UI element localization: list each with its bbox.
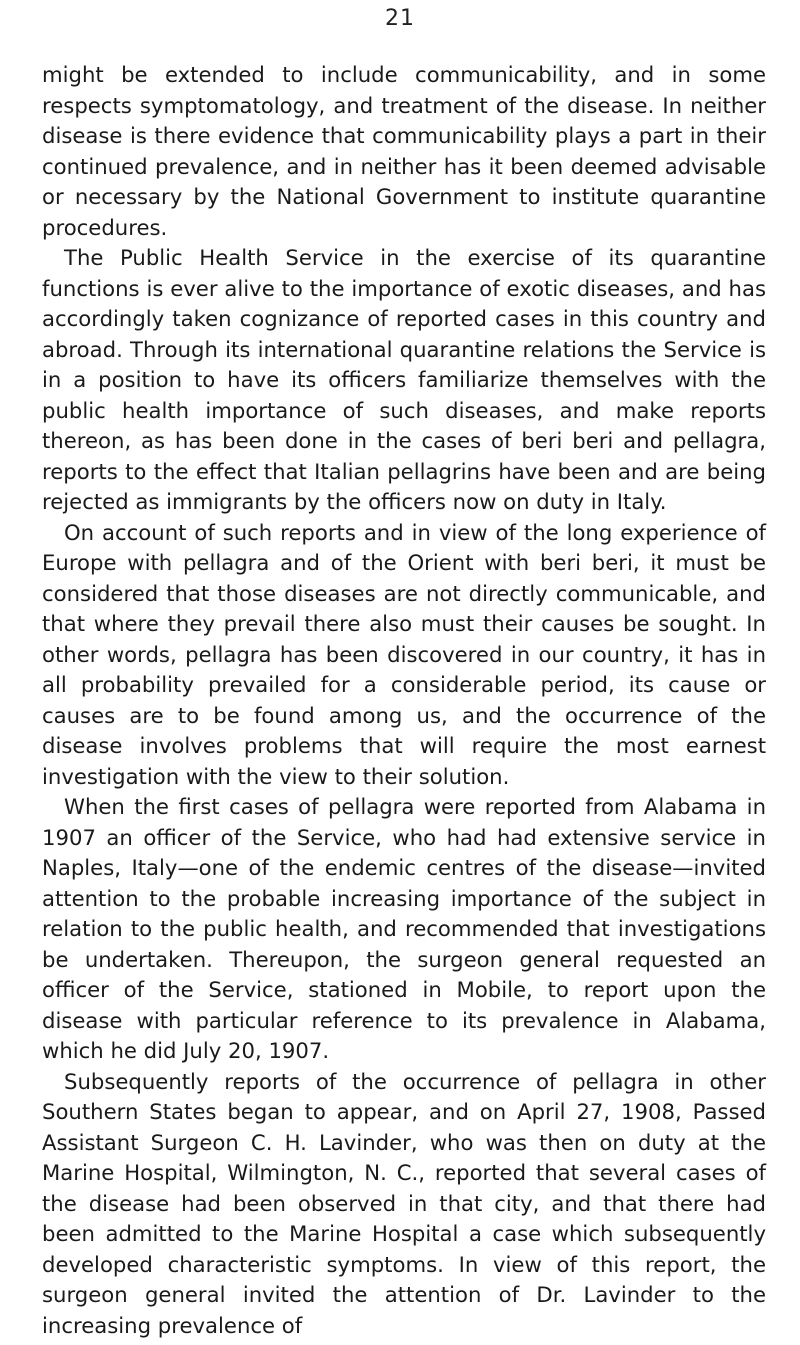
page-number: 21: [385, 6, 415, 31]
paragraph-alabama-cases: When the first cases of pellagra were reported from Alabama in 1907 an officer of the Service, who had had extensive service in Naples, Italy—one of the endemic centres of the disease—invited attention to the probable increasing importance of the subject in relation to the public health, and recommended that investigations be undertaken. Thereupon, the surgeon general requested an officer of the Service, stationed in Mobile, to report upon the disease with particular reference to its prevalence in Alabama, which he did July 20, 1907.: [42, 794, 766, 1063]
paragraph-continuation: might be extended to include communicability, and in some respects symptomatology, and treatment of the disease. In neither disease is there evidence that communicability plays a part in their continued prevalence, and in neither has it been deemed advisable or necessary by the National Government to institute quarantine procedures.: [42, 62, 766, 240]
paragraph-quarantine-functions: The Public Health Service in the exercise of its quarantine functions is ever alive to the importance of exotic diseases, and has accordingly taken cognizance of reported cases in this country and abroad. Through its international quarantine relations the Service is in a position to have its officers familiarize themselves with the public health importance of such diseases, and make reports thereon, as has been done in the cases of beri beri and pellagra, reports to the effect that Italian pellagrins have been and are being rejected as immigrants by the officers now on duty in Italy.: [42, 245, 766, 514]
paragraph-reports-experience: On account of such reports and in view of the long experience of Europe with pellagra and of the Orient with beri beri, it must be considered that those diseases are not directly communicable, and that where they prevail there also must their causes be sought. In other words, pellagra has been discovered in our country, it has in all probability prevailed for a considerable period, its cause or causes are to be found among us, and the occurrence of the disease involves problems that will require the most earnest investigation with the view to their solution.: [42, 519, 766, 789]
body-text: [42, 60, 766, 1341]
paragraph-southern-states: Subsequently reports of the occurrence of pellagra in other Southern States began to appear, and on April 27, 1908, Passed Assistant Surgeon C. H. Lavinder, who was then on duty at the Marine Hospital, Wilmington, N. C., reported that several cases of the disease had been observed in that city, and that there had been admitted to the Marine Hospital a case which subsequently developed characteristic symptoms. In view of this report, the surgeon general invited the attention of Dr. Lavinder to the increasing prevalence of: [42, 1068, 766, 1338]
